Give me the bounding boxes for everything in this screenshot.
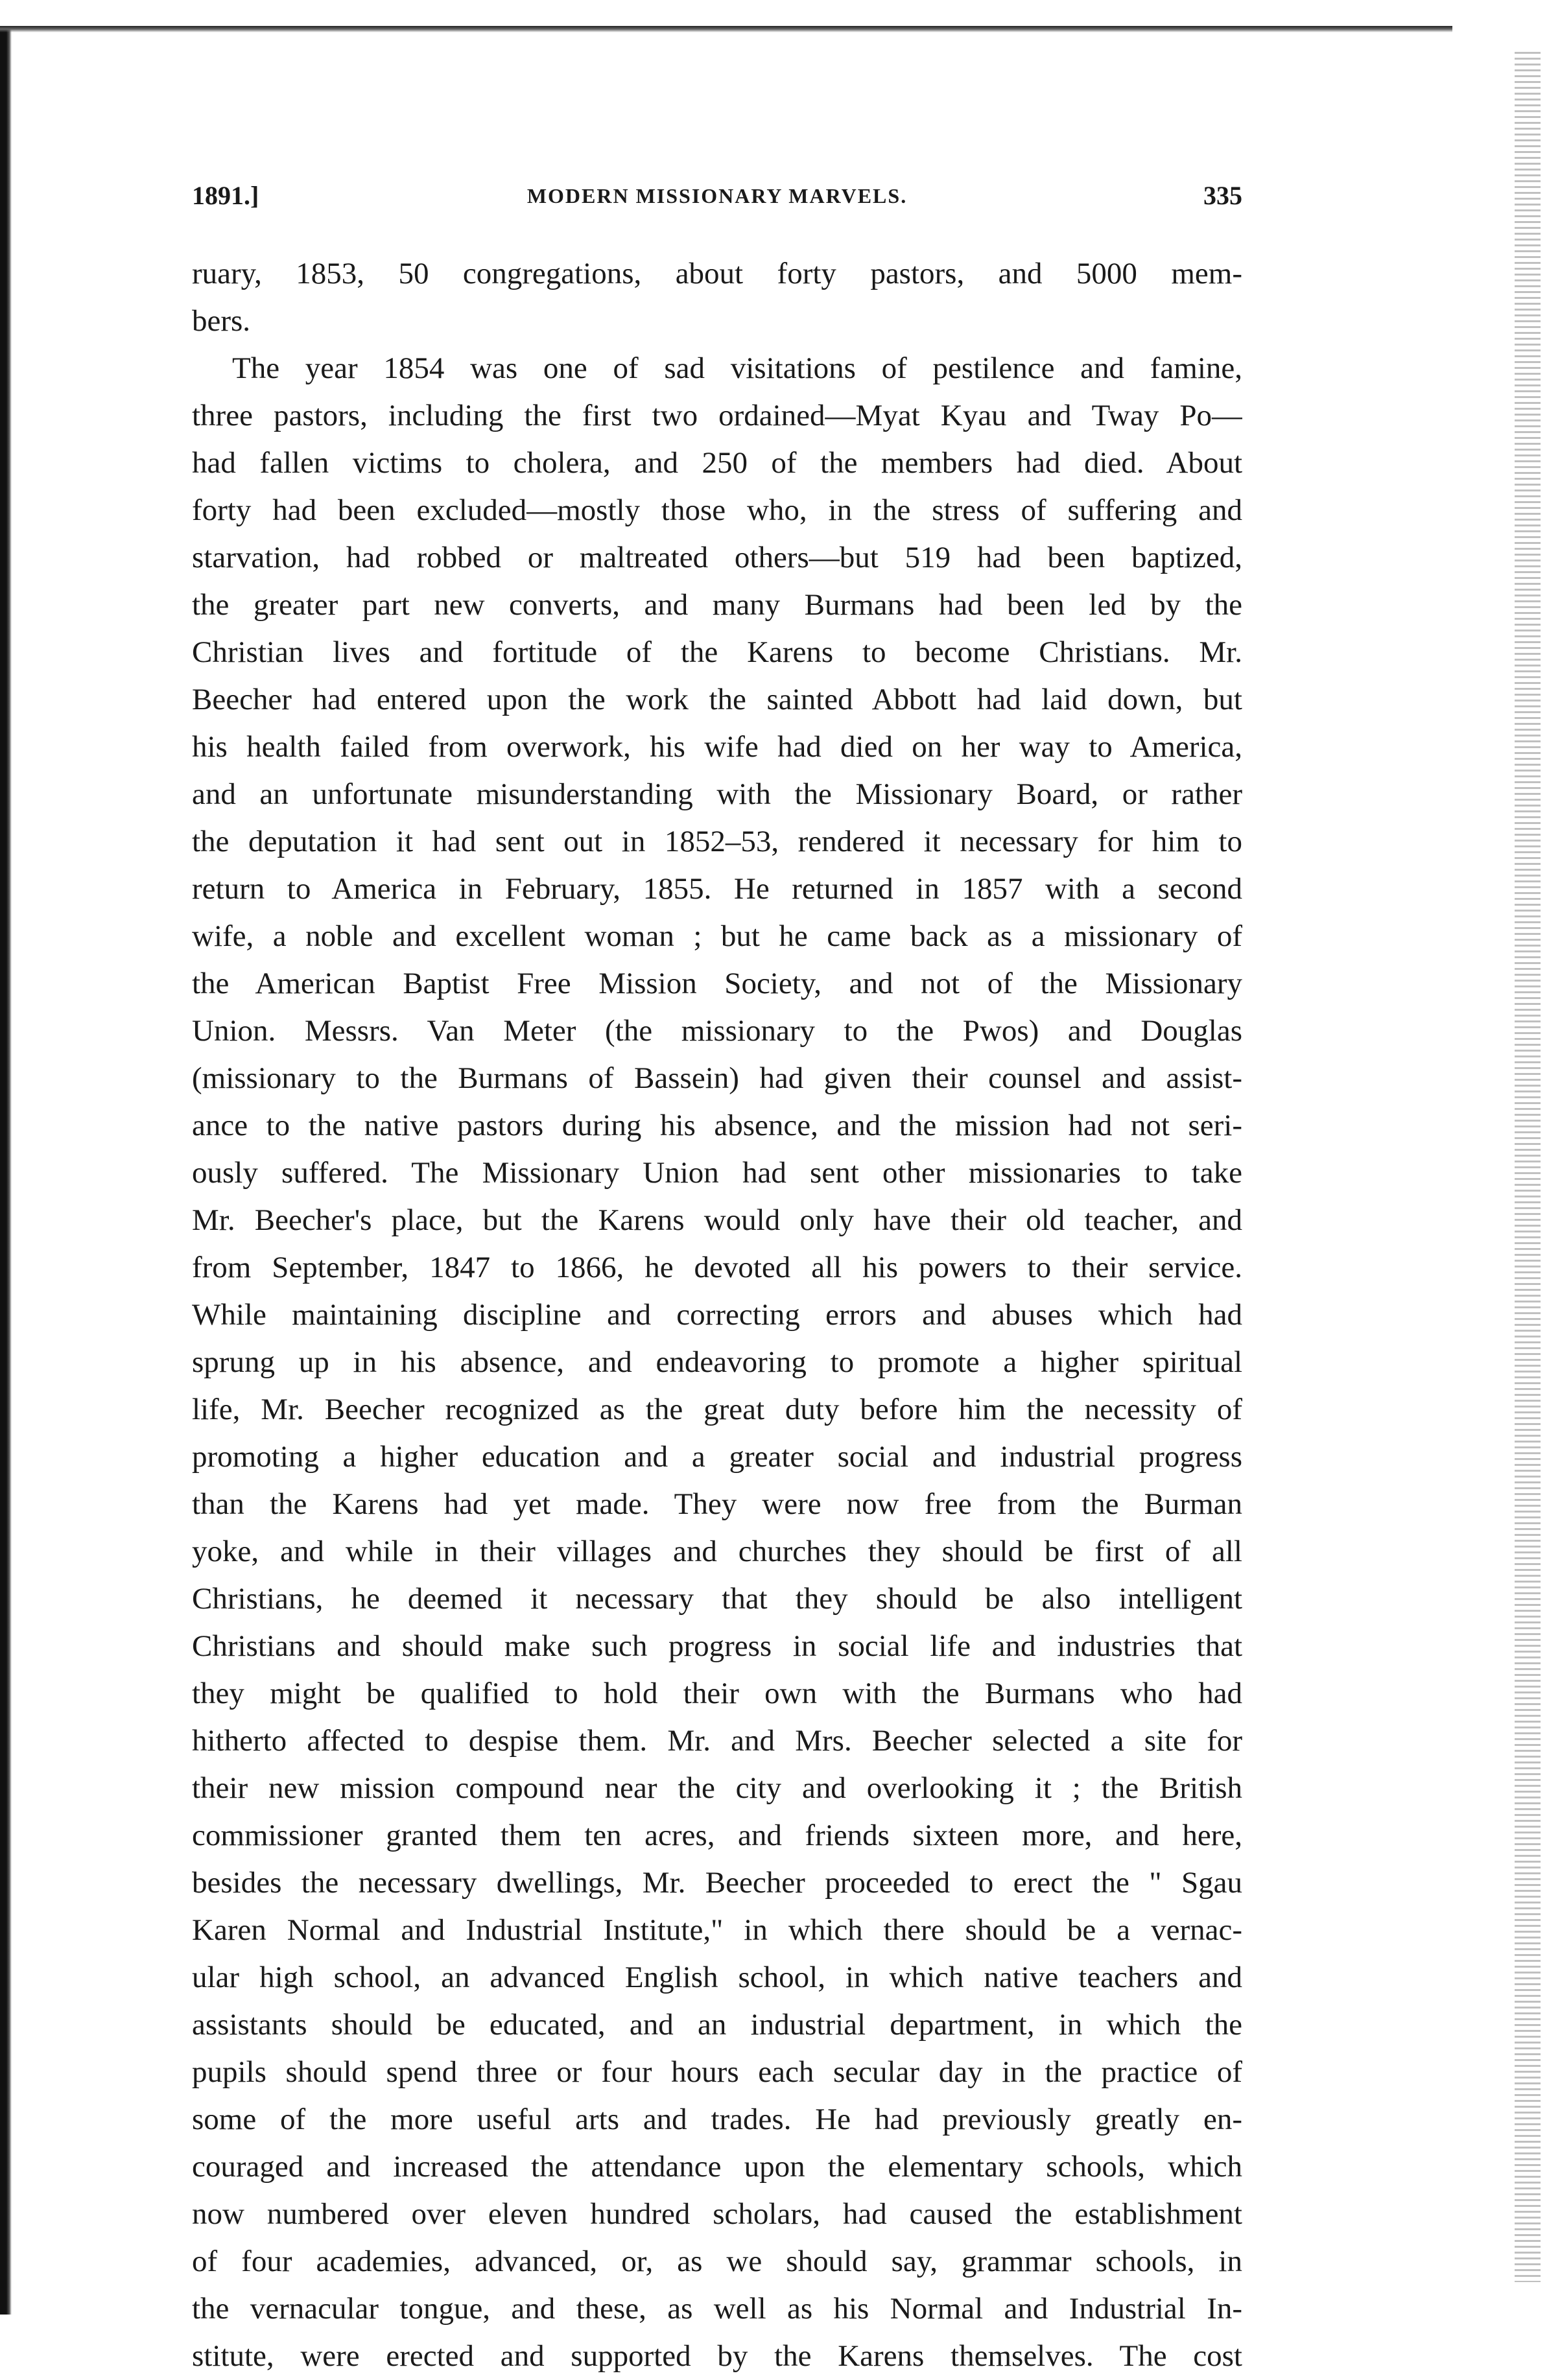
page-edge-shadow xyxy=(0,26,12,2315)
text-line: life, Mr. Beecher recognized as the great duty before him the necessity of xyxy=(192,1393,1242,1426)
header-running-title: MODERN MISSIONARY MARVELS. xyxy=(526,184,908,207)
header-year: 1891.] xyxy=(192,181,259,210)
text-line: couraged and increased the attendance upon the elementary schools, which xyxy=(192,2150,1242,2184)
text-line: forty had been excluded—mostly those who, in the stress of suffering and xyxy=(192,493,1242,527)
running-header xyxy=(192,176,1242,215)
text-line: some of the more useful arts and trades. He had previously greatly en- xyxy=(192,2103,1242,2136)
text-line: wife, a noble and excellent woman ; but he came back as a missionary of xyxy=(192,919,1242,953)
paragraph-first-line: The year 1854 was one of sad visitations of pestilence and famine, xyxy=(232,351,1242,385)
text-line: ruary, 1853, 50 congregations, about forty pastors, and 5000 mem- xyxy=(192,257,1242,290)
text-line: ously suffered. The Missionary Union had sent other missionaries to take xyxy=(192,1156,1242,1190)
text-line: While maintaining discipline and correcting errors and abuses which had xyxy=(192,1298,1242,1332)
text-line: commissioner granted them ten acres, and friends sixteen more, and here, xyxy=(192,1819,1242,1852)
text-line: now numbered over eleven hundred scholars, had caused the establishment xyxy=(192,2197,1242,2231)
body-text xyxy=(192,250,1242,2380)
text-line: of four academies, advanced, or, as we should say, grammar schools, in xyxy=(192,2245,1242,2278)
text-line: Beecher had entered upon the work the sainted Abbott had laid down, but xyxy=(192,683,1242,716)
text-line: than the Karens had yet made. They were now free from the Burman xyxy=(192,1487,1242,1521)
text-line: from September, 1847 to 1866, he devoted all his powers to their service. xyxy=(192,1251,1242,1284)
text-line: their new mission compound near the city and overlooking it ; the British xyxy=(192,1771,1242,1805)
text-line: Union. Messrs. Van Meter (the missionary to the Pwos) and Douglas xyxy=(192,1014,1242,1048)
text-line: stitute, were erected and supported by the Karens themselves. The cost xyxy=(192,2339,1242,2373)
text-line: return to America in February, 1855. He returned in 1857 with a second xyxy=(192,872,1242,906)
text-line: ance to the native pastors during his absence, and the mission had not seri- xyxy=(192,1109,1242,1142)
text-line: and an unfortunate misunderstanding with the Missionary Board, or rather xyxy=(192,777,1242,811)
text-line: besides the necessary dwellings, Mr. Beecher proceeded to erect the " Sgau xyxy=(192,1866,1242,1900)
text-line: bers. xyxy=(192,304,251,338)
text-line: pupils should spend three or four hours each secular day in the practice of xyxy=(192,2055,1242,2089)
text-line: sprung up in his absence, and endeavoring to promote a higher spiritual xyxy=(192,1345,1242,1379)
text-line: assistants should be educated, and an industrial department, in which the xyxy=(192,2008,1242,2042)
page-top-edge xyxy=(0,26,1452,32)
text-line: the deputation it had sent out in 1852–53, rendered it necessary for him to xyxy=(192,825,1242,858)
text-line: the American Baptist Free Mission Society, and not of the Missionary xyxy=(192,967,1242,1000)
text-line: had fallen victims to cholera, and 250 of the members had died. About xyxy=(192,446,1242,480)
page-right-edge-noise xyxy=(1515,52,1541,2282)
text-line: the vernacular tongue, and these, as well as his Normal and Industrial In- xyxy=(192,2292,1242,2326)
text-line: hitherto affected to despise them. Mr. and Mrs. Beecher selected a site for xyxy=(192,1724,1242,1758)
page-number: 335 xyxy=(1203,181,1242,210)
text-line: Christians, he deemed it necessary that they should be also intelligent xyxy=(192,1582,1242,1616)
text-line: Christians and should make such progress in social life and industries that xyxy=(192,1629,1242,1663)
text-line: (missionary to the Burmans of Bassein) had given their counsel and assist- xyxy=(192,1061,1242,1095)
text-line: ular high school, an advanced English school, in which native teachers and xyxy=(192,1961,1242,1994)
text-line: yoke, and while in their villages and churches they should be first of all xyxy=(192,1535,1242,1568)
text-line: they might be qualified to hold their own with the Burmans who had xyxy=(192,1677,1242,1710)
text-line: Christian lives and fortitude of the Karens to become Christians. Mr. xyxy=(192,635,1242,669)
text-line: his health failed from overwork, his wife had died on her way to America, xyxy=(192,730,1242,764)
text-line: starvation, had robbed or maltreated others—but 519 had been baptized, xyxy=(192,541,1242,574)
text-line: Mr. Beecher's place, but the Karens would only have their old teacher, and xyxy=(192,1203,1242,1237)
text-line: promoting a higher education and a greater social and industrial progress xyxy=(192,1440,1242,1474)
text-line: three pastors, including the first two ordained—Myat Kyau and Tway Po— xyxy=(192,399,1242,432)
text-line: the greater part new converts, and many Burmans had been led by the xyxy=(192,588,1242,622)
text-line: Karen Normal and Industrial Institute," in which there should be a vernac- xyxy=(192,1913,1242,1947)
